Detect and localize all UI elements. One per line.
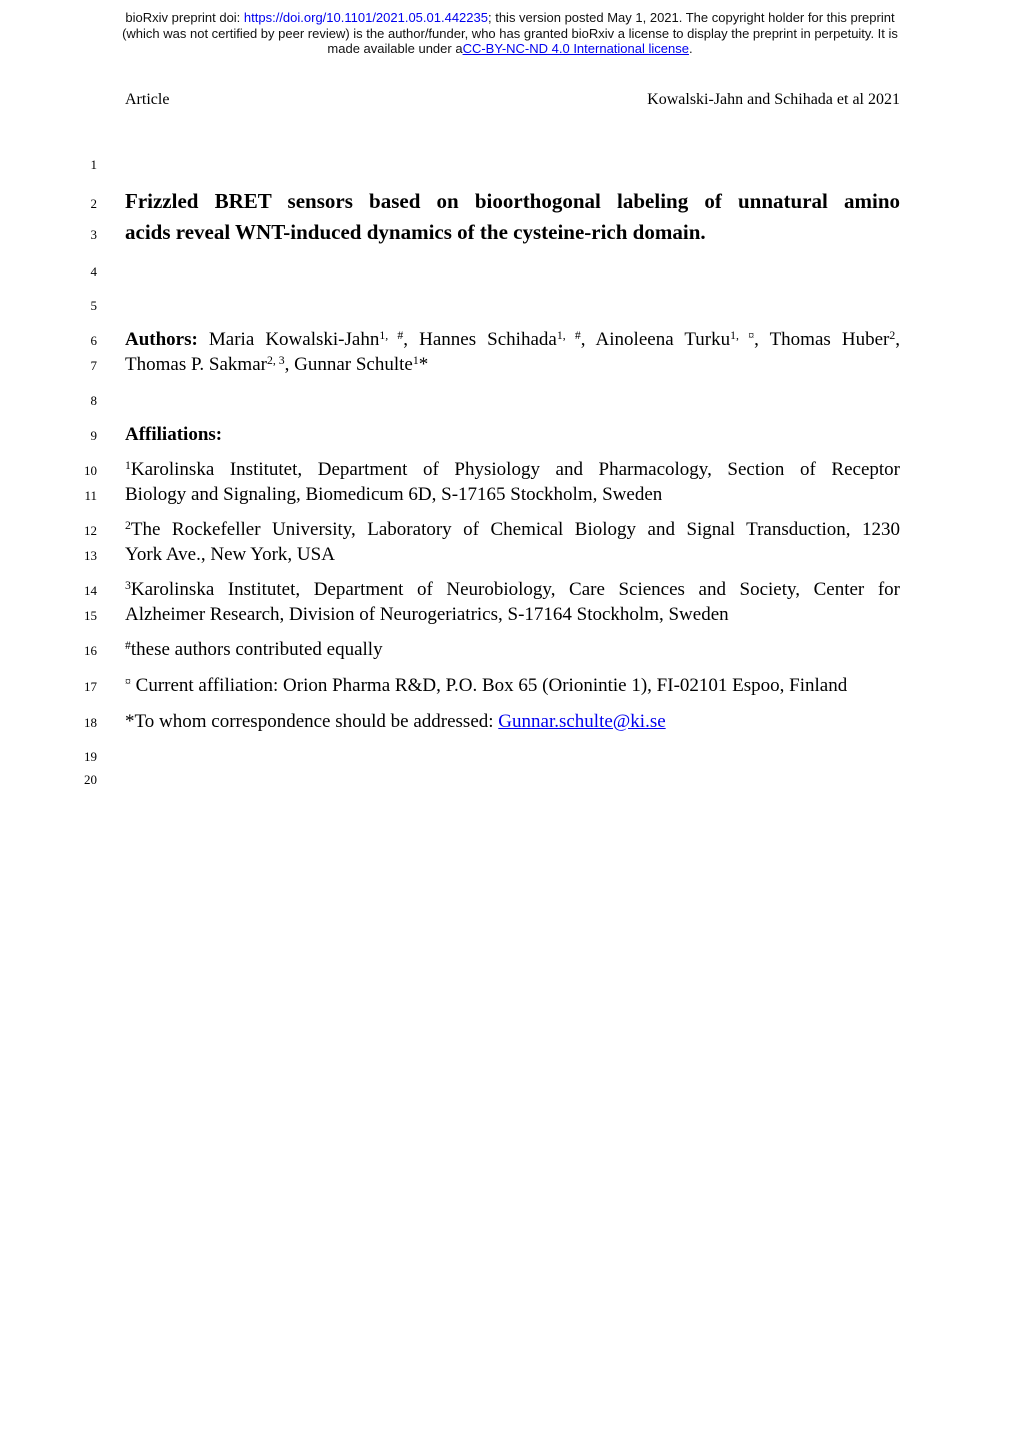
line-number: 6: [90, 332, 97, 348]
doi-link[interactable]: https://doi.org/10.1101/2021.05.01.442235: [243, 10, 488, 25]
text-segment: Thomas P. Sakmar: [125, 353, 267, 375]
text-segment: , Ainoleena Turku: [580, 328, 731, 350]
text-segment: 2: [889, 329, 896, 343]
text-segment: , Gunnar Schulte: [284, 353, 413, 375]
text-segment: made available under a: [327, 41, 463, 56]
line-text: [125, 328, 900, 353]
text-segment: #: [125, 639, 131, 653]
text-segment: ; this version posted May 1, 2021. The copyright holder for this preprint: [487, 10, 895, 25]
manuscript-line: [0, 153, 1020, 176]
line-number: 11: [84, 487, 97, 503]
line-number: 14: [84, 582, 97, 598]
manuscript-line: [0, 328, 1020, 353]
line-text: [125, 543, 900, 566]
text-segment: bioRxiv preprint doi:: [125, 10, 244, 25]
line-number: 2: [90, 195, 97, 211]
text-segment: *: [418, 353, 429, 375]
line-number: 12: [84, 522, 97, 538]
line-text: [125, 710, 900, 733]
text-segment: Current affiliation: Orion Pharma R&D, P.O. Box 65 (Orionintie 1), FI-02101 Espoo, Finland: [130, 674, 848, 696]
line-text: [125, 218, 900, 247]
text-segment: acids reveal WNT-induced dynamics of the cysteine-rich domain.: [125, 219, 706, 244]
manuscript-line: [0, 768, 1020, 791]
text-segment: Maria Kowalski-Jahn: [208, 328, 380, 350]
text-segment: 3: [125, 579, 131, 593]
license-link[interactable]: CC-BY-NC-ND 4.0 International license: [462, 41, 689, 56]
manuscript-line: [0, 518, 1020, 543]
manuscript-line: [0, 674, 1020, 699]
running-title: Kowalski-Jahn and Schihada et al 2021: [647, 90, 900, 108]
text-segment: (which was not certified by peer review) is the author/funder, who has granted bioRxiv a license to display the preprint in perpetuity. It is: [122, 25, 898, 41]
text-segment: 2: [125, 519, 131, 533]
text-segment: Alzheimer Research, Division of Neurogeriatrics, S-17164 Stockholm, Sweden: [125, 603, 729, 625]
banner-line: [10, 10, 1010, 26]
manuscript-line: [0, 483, 1020, 507]
manuscript-line: [0, 603, 1020, 627]
line-number: 3: [90, 226, 97, 242]
email-link[interactable]: Gunnar.schulte@ki.se: [498, 710, 666, 732]
manuscript-body: [0, 153, 1020, 791]
text-segment: 1, ¤: [730, 329, 755, 343]
manuscript-line: [0, 423, 1020, 447]
text-segment: Frizzled BRET sensors based on bioorthogonal labeling of unnatural amino: [125, 188, 900, 213]
manuscript-line: [0, 389, 1020, 412]
manuscript-line: [0, 745, 1020, 768]
line-number: 17: [84, 678, 97, 694]
line-number: 20: [84, 771, 97, 787]
text-segment: 1, #: [556, 329, 581, 343]
text-segment: ¤: [125, 675, 131, 689]
manuscript-line: [0, 710, 1020, 734]
line-number: 15: [84, 607, 97, 623]
text-segment: The Rockefeller University, Laboratory of Chemical Biology and Signal Transduction, 1230: [130, 518, 900, 540]
line-text: [125, 638, 900, 663]
manuscript-line: [0, 260, 1020, 283]
text-segment: .: [688, 41, 693, 56]
line-number: 19: [84, 748, 97, 764]
text-segment: York Ave., New York, USA: [125, 543, 335, 565]
text-segment: Authors:: [125, 328, 209, 350]
text-segment: , Hannes Schihada: [403, 328, 557, 350]
text-segment: *To whom correspondence should be addressed:: [125, 710, 499, 732]
manuscript-line: [0, 638, 1020, 663]
text-segment: 1: [412, 354, 419, 368]
text-segment: these authors contributed equally: [130, 638, 383, 660]
banner-line: [10, 26, 1010, 42]
line-text: [125, 353, 900, 378]
manuscript-line: [0, 218, 1020, 249]
banner-line: [10, 41, 1010, 57]
text-segment: , Thomas Huber: [754, 328, 890, 350]
line-text: [125, 187, 900, 216]
line-number: 4: [90, 263, 97, 279]
line-number: 1: [90, 156, 97, 172]
line-text: [125, 458, 900, 483]
text-segment: 1: [125, 459, 131, 473]
manuscript-line: [0, 294, 1020, 317]
line-number: 5: [90, 297, 97, 313]
text-segment: Biology and Signaling, Biomedicum 6D, S-17165 Stockholm, Sweden: [125, 483, 663, 505]
line-text: [125, 518, 900, 543]
manuscript-line: [0, 187, 1020, 218]
line-number: 9: [90, 427, 97, 443]
line-text: [125, 674, 900, 699]
line-number: 7: [90, 357, 97, 373]
line-text: [125, 603, 900, 626]
text-segment: Karolinska Institutet, Department of Neurobiology, Care Sciences and Society, Center for: [130, 578, 900, 600]
manuscript-line: [0, 458, 1020, 483]
article-type-label: Article: [125, 90, 170, 108]
preprint-banner: [10, 0, 1010, 57]
line-number: 18: [84, 714, 97, 730]
text-segment: 1, #: [379, 329, 404, 343]
line-text: [125, 578, 900, 603]
manuscript-line: [0, 578, 1020, 603]
line-number: 10: [84, 462, 97, 478]
line-number: 16: [84, 642, 97, 658]
line-text: [125, 423, 900, 446]
line-number: 13: [84, 547, 97, 563]
text-segment: Karolinska Institutet, Department of Physiology and Pharmacology, Section of Receptor: [130, 458, 900, 480]
text-segment: 2, 3: [266, 354, 285, 368]
line-text: [125, 483, 900, 506]
manuscript-line: [0, 353, 1020, 378]
text-segment: ,: [895, 328, 900, 350]
running-header: [125, 91, 900, 109]
manuscript-line: [0, 543, 1020, 567]
text-segment: Affiliations:: [125, 423, 223, 445]
line-number: 8: [90, 392, 97, 408]
